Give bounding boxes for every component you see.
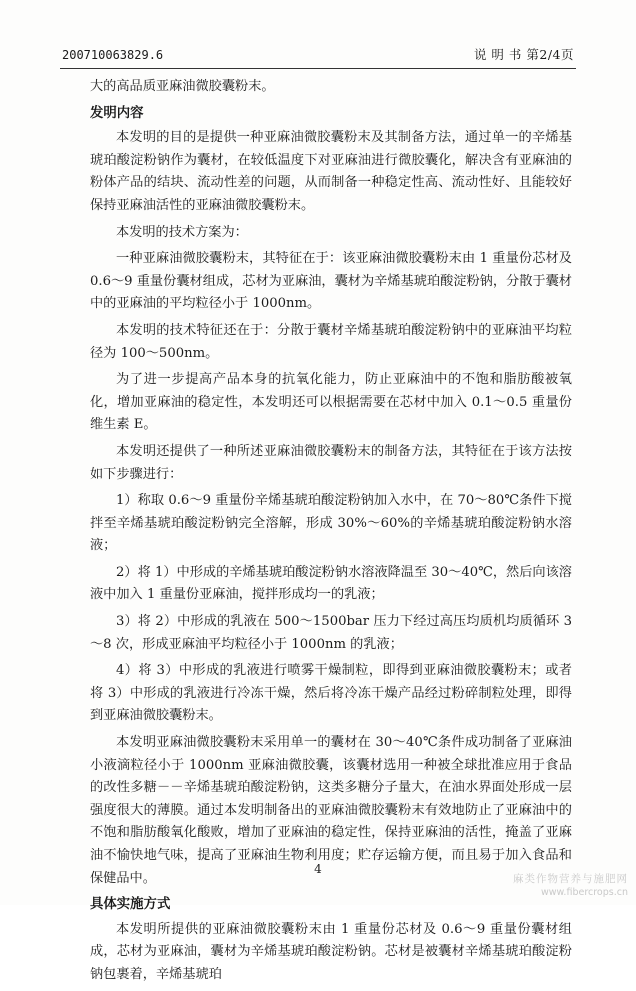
document-body <box>90 76 572 991</box>
paragraph-product-definition: 一种亚麻油微胶囊粉末，其特征在于：该亚麻油微胶囊粉末由 1 重量份芯材及 0.6～9 重量份囊材组成，芯材为亚麻油，囊材为辛烯基琥珀酸淀粉钠，分散于囊材中的亚麻油的平均粒径小于 1000nm。 <box>90 251 572 312</box>
paragraph-step-3: 3）将 2）中形成的乳液在 500～1500bar 压力下经过高压均质机均质循环 3～8 次，形成亚麻油平均粒径小于 1000nm 的乳液； <box>90 614 572 652</box>
watermark-site-name: 麻类作物营养与施肥网 <box>513 873 628 885</box>
watermark-url: www.fibercrops.cn <box>541 887 628 898</box>
paragraph-continuation: 大的高品质亚麻油微胶囊粉末。 <box>90 79 275 94</box>
page-header <box>62 46 574 64</box>
site-watermark <box>513 873 628 899</box>
paragraph-embodiment: 本发明所提供的亚麻油微胶囊粉末由 1 重量份芯材及 0.6～9 重量份囊材组成，芯材为亚麻油，囊材为辛烯基琥珀酸淀粉钠。芯材是被囊材辛烯基琥珀酸淀粉钠包裹着，辛烯基琥珀 <box>90 921 572 982</box>
paragraph-step-2: 2）将 1）中形成的辛烯基琥珀酸淀粉钠水溶液降温至 30～40℃，然后向该溶液中加入 1 重量份亚麻油，搅拌形成均一的乳液； <box>90 564 572 603</box>
patent-number: 200710063829.6 <box>62 48 164 62</box>
paragraph-step-4: 4）将 3）中形成的乳液进行喷雾干燥制粒，即得到亚麻油微胶囊粉末；或者将 3）中形成的乳液进行冷冻干燥，然后将冷冻干燥产品经过粉碎制粒处理，即得到亚麻油微胶囊粉末。 <box>90 663 572 724</box>
section-page-label: 说 明 书 第2/4页 <box>473 47 574 62</box>
paragraph-method-intro: 本发明还提供了一种所述亚麻油微胶囊粉末的制备方法，其特征在于该方法按如下步骤进行： <box>90 443 572 482</box>
page-number: 4 <box>314 862 322 876</box>
header-divider <box>60 68 576 69</box>
heading-embodiment: 具体实施方式 <box>90 897 171 913</box>
paragraph-vitamin-e: 为了进一步提高产品本身的抗氧化能力，防止亚麻油中的不饱和脂肪酸被氧化，增加亚麻油的稳定性，本发明还可以根据需要在芯材中加入 0.1～0.5 重量份维生素 E。 <box>90 372 572 433</box>
paragraph-tech-scheme-intro: 本发明的技术方案为： <box>116 224 248 240</box>
paragraph-tech-feature: 本发明的技术特征还在于：分散于囊材辛烯基琥珀酸淀粉钠中的亚麻油平均粒径为 100～500nm。 <box>90 322 572 361</box>
heading-invention-content: 发明内容 <box>90 105 144 121</box>
paragraph-advantages: 本发明亚麻油微胶囊粉末采用单一的囊材在 30～40℃条件成功制备了亚麻油小液滴粒径小于 1000nm 亚麻油微胶囊，该囊材选用一种被全球批准应用于食品的改性多糖－－辛烯基琥珀酸淀粉钠，这类多糖分子量大，在油水界面处形成一层强度很大的薄膜。通过本发明制备出的亚麻油微胶囊粉末有效地防止了亚麻油中的不饱和脂肪酸氧化酸败，增加了亚麻油的稳定性，保持亚麻油的活性，掩盖了亚麻油不愉快地气味，提高了亚麻油生物利用度；贮存运输方便，而且易于加入食品和保健品中。 <box>90 735 572 886</box>
paragraph-step-1: 1）称取 0.6～9 重量份辛烯基琥珀酸淀粉钠加入水中，在 70～80℃条件下搅拌至辛烯基琥珀酸淀粉钠完全溶解，形成 30%～60%的辛烯基琥珀酸淀粉钠水溶液； <box>90 493 572 554</box>
paragraph-purpose: 本发明的目的是提供一种亚麻油微胶囊粉末及其制备方法，通过单一的辛烯基琥珀酸淀粉钠作为囊材，在较低温度下对亚麻油进行微胶囊化，解决含有亚麻油的粉体产品的结块、流动性差的问题，从而制备一种稳定性高、流动性好、且能较好保持亚麻油活性的亚麻油微胶囊粉末。 <box>90 130 572 213</box>
